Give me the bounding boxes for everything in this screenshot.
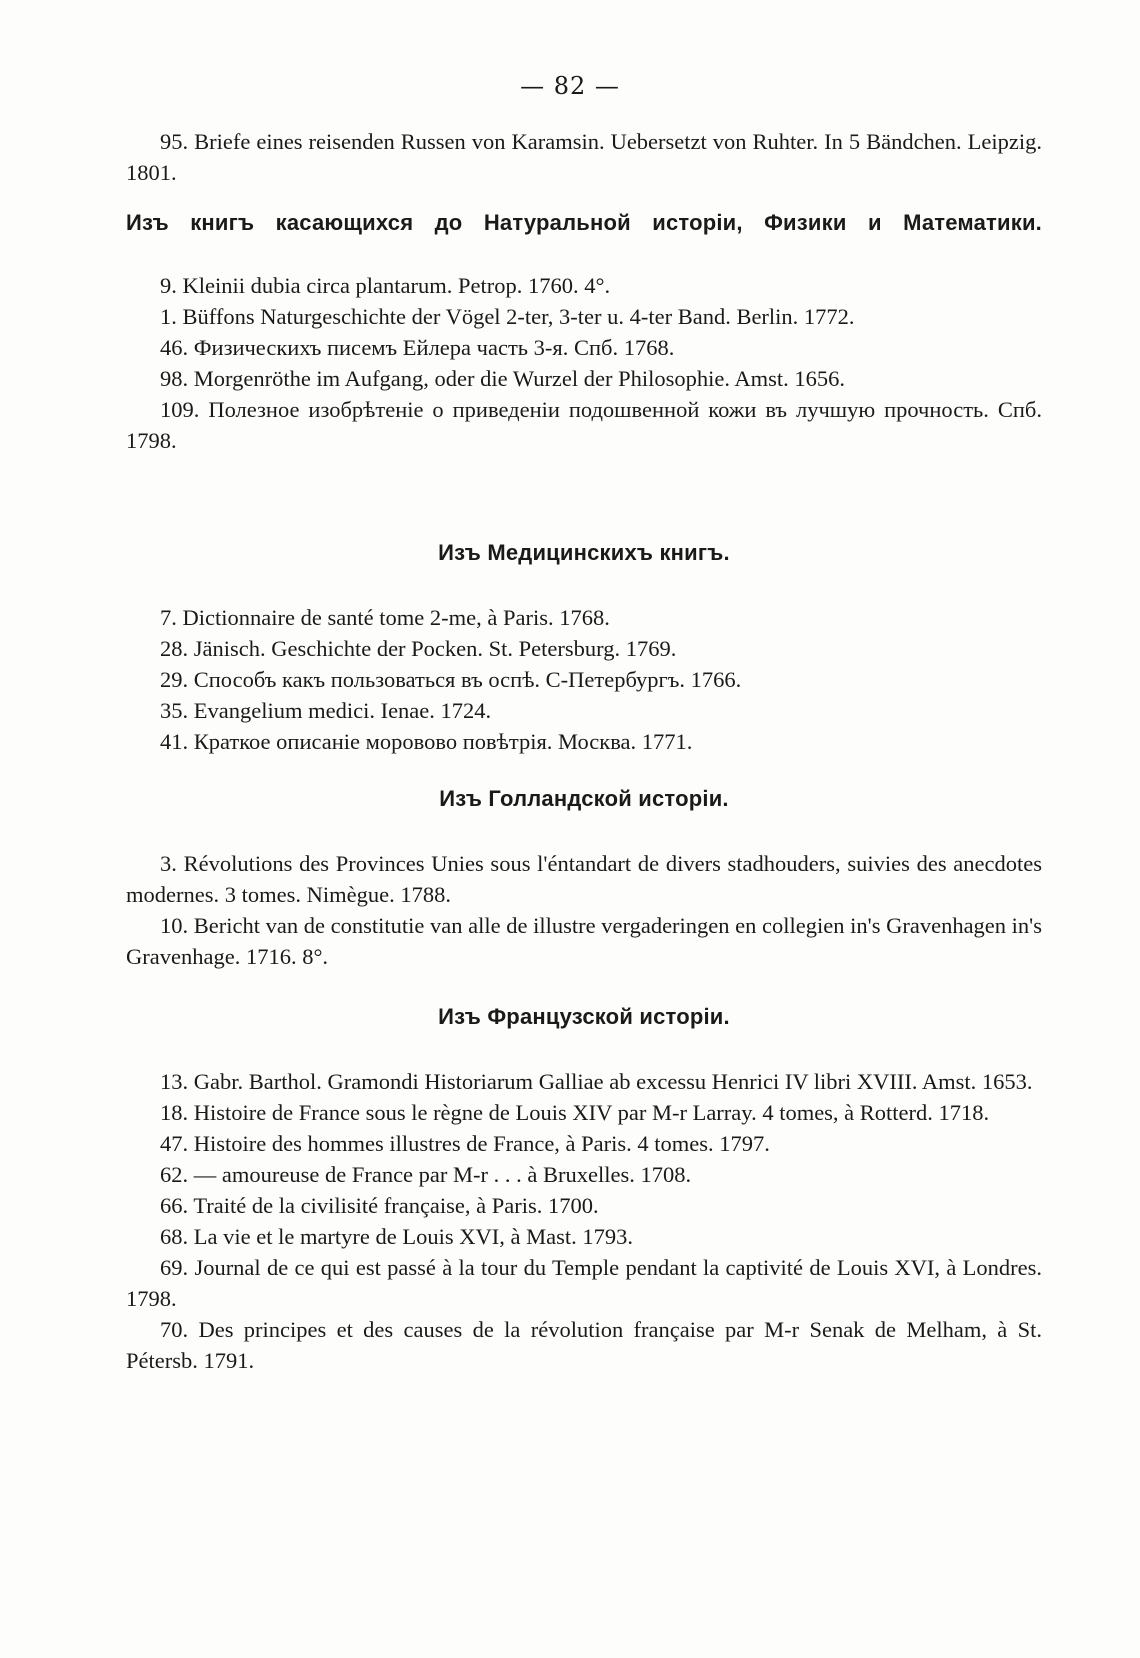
- entry: [126, 1190, 1042, 1221]
- entry-number: 29.: [160, 667, 189, 692]
- entry: [126, 301, 1042, 332]
- entry-text: Histoire des hommes illustres de France, à Paris. 4 tomes. 1797.: [193, 1131, 770, 1156]
- entry: [126, 1097, 1042, 1128]
- entry: [126, 332, 1042, 363]
- entry: [126, 1066, 1042, 1097]
- section-dutch-history-entries: [126, 848, 1042, 972]
- entry-number: 46.: [160, 335, 189, 360]
- entry-number: 13.: [160, 1069, 189, 1094]
- entry: [126, 394, 1042, 456]
- entry: [126, 1159, 1042, 1190]
- section-medical-entries: [126, 602, 1042, 757]
- entry-number: 47.: [160, 1131, 189, 1156]
- entry-text: Morgenröthe im Aufgang, oder die Wurzel der Philosophie. Amst. 1656.: [193, 366, 846, 391]
- entry-number: 98.: [160, 366, 189, 391]
- entry: [126, 1128, 1042, 1159]
- entry-number: 68.: [160, 1224, 189, 1249]
- entry: [126, 633, 1042, 664]
- entry-text: Полезное изобрѣтеніе о приведеніи подошвенной кожи въ лучшую прочность. Спб. 1798.: [126, 397, 1042, 453]
- entry-text: Способъ какъ пользоваться въ оспѣ. С-Петербургъ. 1766.: [193, 667, 742, 692]
- section-natural-history: [126, 210, 1042, 236]
- entry: [126, 695, 1042, 726]
- entry-text: Histoire de France sous le règne de Louis XIV par M-r Larray. 4 tomes, à Rotterd. 1718.: [193, 1100, 990, 1125]
- entry-text: Gabr. Barthol. Gramondi Historiarum Galliae ab excessu Henrici IV libri XVIII. Amst. 1653.: [193, 1069, 1033, 1094]
- entry: [126, 848, 1042, 910]
- entry-number: 28.: [160, 636, 189, 661]
- entry-number: 18.: [160, 1100, 189, 1125]
- entry-text: Traité de la civilisité française, à Paris. 1700.: [193, 1193, 599, 1218]
- entry-number: 109.: [160, 397, 200, 422]
- entry-text: — amoureuse de France par M-r . . . à Bruxelles. 1708.: [193, 1162, 692, 1187]
- entry-number: 70.: [160, 1317, 189, 1342]
- entry-number: 95.: [160, 129, 189, 154]
- entry-number: 69.: [160, 1255, 189, 1280]
- entry-number: 62.: [160, 1162, 189, 1187]
- section-dutch-history: [126, 786, 1042, 812]
- entry-text: Kleinii dubia circa plantarum. Petrop. 1760. 4°.: [182, 273, 611, 298]
- entry-text: Dictionnaire de santé tome 2-me, à Paris. 1768.: [182, 605, 610, 630]
- entry-text: Bericht van de constitutie van alle de illustre vergaderingen en collegien in's Gravenhagen in's Gravenhage. 1716. 8°.: [126, 913, 1042, 969]
- intro-entries: [126, 126, 1042, 188]
- entry: [126, 664, 1042, 695]
- page-number: — 82 —: [520, 72, 620, 100]
- entry-number: 10.: [160, 913, 189, 938]
- entry: [126, 1221, 1042, 1252]
- entry-number: 3.: [160, 851, 177, 876]
- entry: [126, 270, 1042, 301]
- entry-number: 66.: [160, 1193, 189, 1218]
- entry-text: Des principes et des causes de la révolution française par M-r Senak de Melham, à St. Pétersb. 1791.: [126, 1317, 1042, 1373]
- entry-number: 35.: [160, 698, 189, 723]
- section-heading: Изъ Медицинскихъ книгъ.: [438, 540, 730, 565]
- entry-number: 9.: [160, 273, 177, 298]
- entry-text: Физическихъ писемъ Ейлера часть 3-я. Спб. 1768.: [193, 335, 675, 360]
- entry-text: Journal de ce qui est passé à la tour du Temple pendant la captivité de Louis XVI, à Londres. 1798.: [126, 1255, 1042, 1311]
- entry-text: Evangelium medici. Ienae. 1724.: [193, 698, 492, 723]
- entry: [126, 910, 1042, 972]
- section-heading: Изъ Французской исторіи.: [438, 1004, 730, 1029]
- section-heading: Изъ книгъ касающихся до Натуральной исторіи, Физики и Математики.: [126, 210, 1042, 235]
- entry: [126, 126, 1042, 188]
- entry-text: La vie et le martyre de Louis XVI, à Mast. 1793.: [193, 1224, 633, 1249]
- entry: [126, 726, 1042, 757]
- section-medical: [126, 540, 1042, 566]
- entry-text: Révolutions des Provinces Unies sous l'éntandart de divers stadhouders, suivies des anecdotes modernes. 3 tomes. Nimègue. 1788.: [126, 851, 1042, 907]
- entry-number: 41.: [160, 729, 189, 754]
- section-french-history: [126, 1004, 1042, 1030]
- section-french-history-entries: [126, 1066, 1042, 1376]
- entry-text: Краткое описаніе моровово повѣтрія. Москва. 1771.: [193, 729, 693, 754]
- section-heading: Изъ Голландской исторіи.: [439, 786, 729, 811]
- entry: [126, 363, 1042, 394]
- entry-text: Büffons Naturgeschichte der Vögel 2-ter, 3-ter u. 4-ter Band. Berlin. 1772.: [182, 304, 855, 329]
- entry-number: 7.: [160, 605, 177, 630]
- entry-text: Briefe eines reisenden Russen von Karamsin. Uebersetzt von Ruhter. In 5 Bändchen. Leipzig. 1801.: [126, 129, 1043, 185]
- entry: [126, 1252, 1042, 1314]
- section-natural-history-entries: [126, 270, 1042, 456]
- entry-number: 1.: [160, 304, 177, 329]
- entry: [126, 602, 1042, 633]
- entry: [126, 1314, 1042, 1376]
- entry-text: Jänisch. Geschichte der Pocken. St. Petersburg. 1769.: [193, 636, 677, 661]
